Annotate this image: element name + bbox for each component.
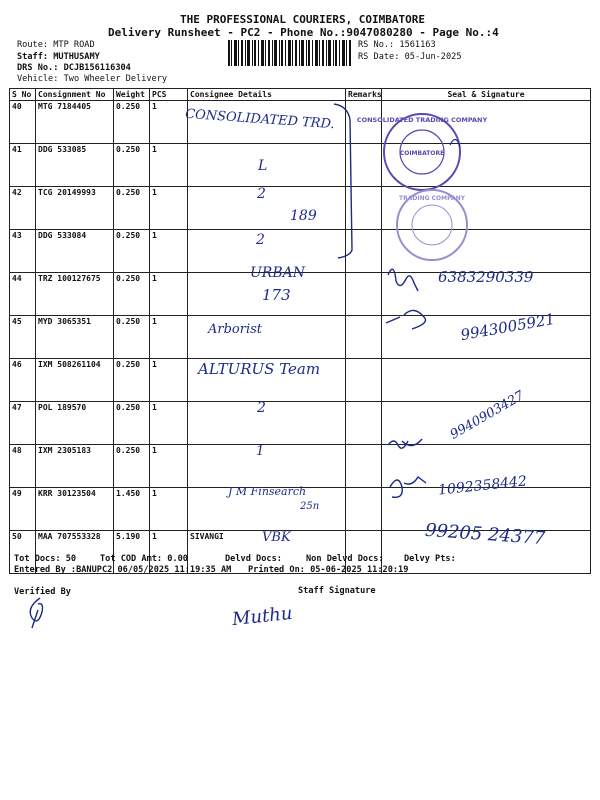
staff-line <box>17 52 100 62</box>
cell-sno: 46 <box>10 359 36 402</box>
route-line <box>17 40 95 50</box>
cell-weight: 1.450 <box>114 488 150 531</box>
hw-phone45: 9943005921 <box>459 309 557 345</box>
hw-row42b: 189 <box>290 208 317 224</box>
cell-remarks <box>346 445 382 488</box>
table-row <box>10 144 591 187</box>
rs-no-value: 1561163 <box>399 40 436 50</box>
tot-docs: Tot Docs: 50 <box>14 554 77 564</box>
hw-row49b: 25n <box>300 501 320 512</box>
cell-consignment: IXM 508261104 <box>36 359 114 402</box>
cell-consignment: MTG 7184405 <box>36 101 114 144</box>
cell-weight: 5.190 <box>114 531 150 574</box>
stamp-top-text: CONSOLIDATED TRADING COMPANY <box>356 116 488 124</box>
cell-sno: 40 <box>10 101 36 144</box>
cell-pcs: 1 <box>150 101 188 144</box>
col-consignee: Consignee Details <box>188 89 346 101</box>
col-weight: Weight <box>114 89 150 101</box>
company-seal-stamp <box>356 110 488 194</box>
verifier-signature <box>22 596 62 632</box>
delvy-pts: Delvy Pts: <box>404 554 456 564</box>
cell-remarks <box>346 359 382 402</box>
cell-weight: 0.250 <box>114 359 150 402</box>
cell-consignment: KRR 30123504 <box>36 488 114 531</box>
cell-pcs: 1 <box>150 316 188 359</box>
cell-consignment: POL 189570 <box>36 402 114 445</box>
cell-pcs: 1 <box>150 187 188 230</box>
cell-sno: 41 <box>10 144 36 187</box>
drs-line <box>17 63 131 73</box>
cell-remarks <box>346 488 382 531</box>
staff-value: MUTHUSAMY <box>53 52 100 62</box>
hw-row44b: 173 <box>262 286 291 304</box>
staff-signature-label: Staff Signature <box>298 586 376 596</box>
stamp-center-text: COIMBATORE <box>399 150 445 157</box>
cell-pcs: 1 <box>150 144 188 187</box>
drs-value: DCJB156116304 <box>63 63 131 73</box>
cell-weight: 0.250 <box>114 402 150 445</box>
cell-consignee: SIVANGI <box>188 531 346 574</box>
cell-consignment: TCG 20149993 <box>36 187 114 230</box>
cell-sno: 50 <box>10 531 36 574</box>
rs-no-line <box>358 40 436 50</box>
hw-phone44: 6383290339 <box>438 268 534 286</box>
cell-remarks <box>346 316 382 359</box>
cell-sno: 44 <box>10 273 36 316</box>
cell-sno: 49 <box>10 488 36 531</box>
cell-weight: 0.250 <box>114 273 150 316</box>
printed-on: Printed On: 05-06-2025 11:20:19 <box>248 565 409 575</box>
hw-row45: Arborist <box>208 322 263 337</box>
cell-sno: 45 <box>10 316 36 359</box>
route-value: MTP ROAD <box>53 40 95 50</box>
hw-row40: CONSOLIDATED TRD. <box>184 106 336 133</box>
company-seal-stamp-faded <box>393 186 471 264</box>
hw-row47: 2 <box>257 400 266 416</box>
hw-phone50: 99205 24377 <box>424 519 546 550</box>
verified-by: Verified By <box>14 587 71 597</box>
cell-consignment: MYD 3065351 <box>36 316 114 359</box>
delvd-docs: Delvd Docs: <box>225 554 282 564</box>
hw-phone49: 1092358442 <box>437 473 528 499</box>
cell-pcs: 1 <box>150 230 188 273</box>
cell-consignment: MAA 707553328 <box>36 531 114 574</box>
cell-weight: 0.250 <box>114 230 150 273</box>
hw-row41: L <box>258 158 268 174</box>
cell-weight: 0.250 <box>114 445 150 488</box>
hw-row46: ALTURUS Team <box>198 360 321 378</box>
cell-weight: 0.250 <box>114 316 150 359</box>
cell-sno: 47 <box>10 402 36 445</box>
signature-scribbles <box>380 255 590 555</box>
cell-pcs: 1 <box>150 445 188 488</box>
vehicle-label: Vehicle: <box>17 74 59 84</box>
cell-pcs: 1 <box>150 488 188 531</box>
col-sno: S No <box>10 89 36 101</box>
barcode <box>228 40 352 66</box>
vehicle-value: Two Wheeler Delivery <box>63 74 168 84</box>
cell-remarks <box>346 402 382 445</box>
col-seal: Seal & Signature <box>382 89 591 101</box>
col-consignment: Consignment No <box>36 89 114 101</box>
cell-consignee <box>188 402 346 445</box>
rs-no-label: RS No.: <box>358 40 395 50</box>
route-label: Route: <box>17 40 49 50</box>
rs-date-value: 05-Jun-2025 <box>404 52 462 62</box>
cell-pcs: 1 <box>150 402 188 445</box>
drs-label: DRS No.: <box>17 63 59 73</box>
runsheet-title: Delivery Runsheet - PC2 - Phone No.:9047080280 - Page No.:4 <box>108 26 499 39</box>
cell-consignee <box>188 187 346 230</box>
non-delvd-docs: Non Delvd Docs: <box>306 554 384 564</box>
tot-cod: Tot COD Amt: 0.00 <box>100 554 188 564</box>
cell-consignment: TRZ 100127675 <box>36 273 114 316</box>
cell-consignment: DDG 533085 <box>36 144 114 187</box>
staff-signature: Muthu <box>231 602 294 631</box>
cell-pcs: 1 <box>150 359 188 402</box>
stamp-faded-text: TRADING COMPANY <box>399 195 465 202</box>
cell-consignment: IXM 2305183 <box>36 445 114 488</box>
company-name: THE PROFESSIONAL COURIERS, COIMBATORE <box>180 13 426 26</box>
cell-consignee <box>188 445 346 488</box>
hw-row50: VBK <box>262 530 291 545</box>
cell-pcs: 1 <box>150 273 188 316</box>
cell-consignment: DDG 533084 <box>36 230 114 273</box>
cell-sno: 42 <box>10 187 36 230</box>
cell-remarks <box>346 273 382 316</box>
cell-sno: 48 <box>10 445 36 488</box>
col-remarks: Remarks <box>346 89 382 101</box>
hw-row48: 1 <box>256 444 265 459</box>
cell-pcs: 1 <box>150 531 188 574</box>
cell-weight: 0.250 <box>114 144 150 187</box>
rs-date-label: RS Date: <box>358 52 400 62</box>
hw-row43: 2 <box>256 232 265 248</box>
cell-weight: 0.250 <box>114 187 150 230</box>
vehicle-line <box>17 74 167 84</box>
hw-phone47: 9940903427 <box>447 388 527 443</box>
hw-row44a: URBAN <box>250 265 305 281</box>
cell-weight: 0.250 <box>114 101 150 144</box>
rs-date-line <box>358 52 462 62</box>
table-header-row <box>10 89 591 101</box>
hw-row49a: J M Finsearch <box>228 485 307 498</box>
staff-label: Staff: <box>17 52 49 62</box>
hw-row42a: 2 <box>257 186 266 202</box>
entered-by: Entered By :BANUPC2 06/05/2025 11:19:35 AM <box>14 565 232 575</box>
col-pcs: PCS <box>150 89 188 101</box>
cell-sno: 43 <box>10 230 36 273</box>
